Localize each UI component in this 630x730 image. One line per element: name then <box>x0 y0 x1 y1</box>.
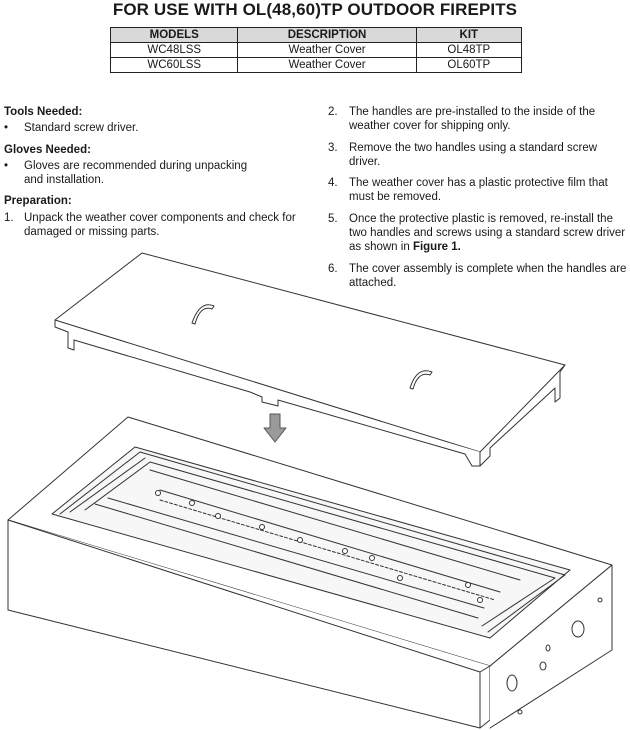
left-instructions <box>4 105 309 239</box>
step-2 <box>328 105 628 134</box>
side-hole <box>507 675 517 691</box>
step-5-line-2: two handles and screws using a standard screw driver <box>349 227 626 240</box>
step-5-line-1: Once the protective plastic is removed, re-install the <box>349 212 613 225</box>
step-number: 5. <box>328 212 338 225</box>
preparation-heading: Preparation: <box>4 195 72 208</box>
step-3 <box>328 141 628 170</box>
step-text <box>349 105 595 134</box>
gloves-heading: Gloves Needed: <box>4 143 91 156</box>
step-text <box>349 176 608 205</box>
tools-item-text: Standard screw driver. <box>24 122 139 135</box>
table-cell-kit: OL60TP <box>416 58 521 73</box>
side-hole <box>598 598 602 602</box>
gloves-line-1: Gloves are recommended during unpacking <box>24 159 248 172</box>
table-cell-model: WC48LSS <box>111 43 238 58</box>
table-cell-description: Weather Cover <box>238 43 416 58</box>
column-header-models: MODELS <box>111 28 238 43</box>
side-hole <box>572 621 584 637</box>
bullet: • <box>4 122 9 135</box>
column-header-kit: KIT <box>416 28 521 43</box>
step-6-line-2: attached. <box>349 276 397 289</box>
step-2-line-2: weather cover for shipping only. <box>349 120 511 133</box>
step-1-line-2: damaged or missing parts. <box>24 226 160 239</box>
table-row <box>111 43 522 58</box>
step-6-line-1: The cover assembly is complete when the handles are <box>349 262 627 275</box>
step-2-line-1: The handles are pre-installed to the inside of the <box>349 106 596 118</box>
table-row <box>111 58 522 73</box>
gloves-line-2: and installation. <box>24 174 104 187</box>
step-1 <box>4 211 309 240</box>
side-hole <box>518 710 522 714</box>
step-4 <box>328 176 628 205</box>
side-hole <box>546 645 550 651</box>
model-kit-table <box>110 27 522 73</box>
table-cell-model: WC60LSS <box>111 58 238 73</box>
step-4-line-2: must be removed. <box>349 191 442 204</box>
tools-heading: Tools Needed: <box>4 106 83 118</box>
step-5 <box>328 212 628 255</box>
step-5-line-3: as shown in <box>349 241 413 254</box>
table-cell-kit: OL48TP <box>416 43 521 58</box>
page-title: FOR USE WITH OL(48,60)TP OUTDOOR FIREPITS <box>112 0 518 19</box>
tools-item <box>4 121 309 135</box>
step-text <box>349 212 625 255</box>
gloves-item <box>4 159 309 188</box>
table-header-row <box>111 28 522 43</box>
step-3-line-1: Remove the two handles using a standard screw driver. <box>349 141 598 168</box>
firepit-housing-drawing <box>8 417 612 728</box>
gloves-item-text <box>24 159 247 188</box>
step-text <box>24 211 296 240</box>
step-number: 2. <box>328 106 338 118</box>
step-4-line-1: The weather cover has a plastic protective film that <box>349 177 608 190</box>
step-number: 3. <box>328 141 338 154</box>
column-header-description: DESCRIPTION <box>238 28 416 43</box>
figure-reference: Figure 1. <box>412 241 461 254</box>
side-hole <box>540 662 546 670</box>
down-arrow-icon <box>264 414 286 442</box>
step-number: 4. <box>328 177 338 190</box>
figure-1-illustration <box>0 250 630 730</box>
bullet: • <box>4 159 9 172</box>
step-number: 6. <box>328 262 338 275</box>
table-cell-description: Weather Cover <box>238 58 416 73</box>
step-1-line-1: Unpack the weather cover components and check for <box>24 211 296 224</box>
step-number: 1. <box>4 211 14 224</box>
